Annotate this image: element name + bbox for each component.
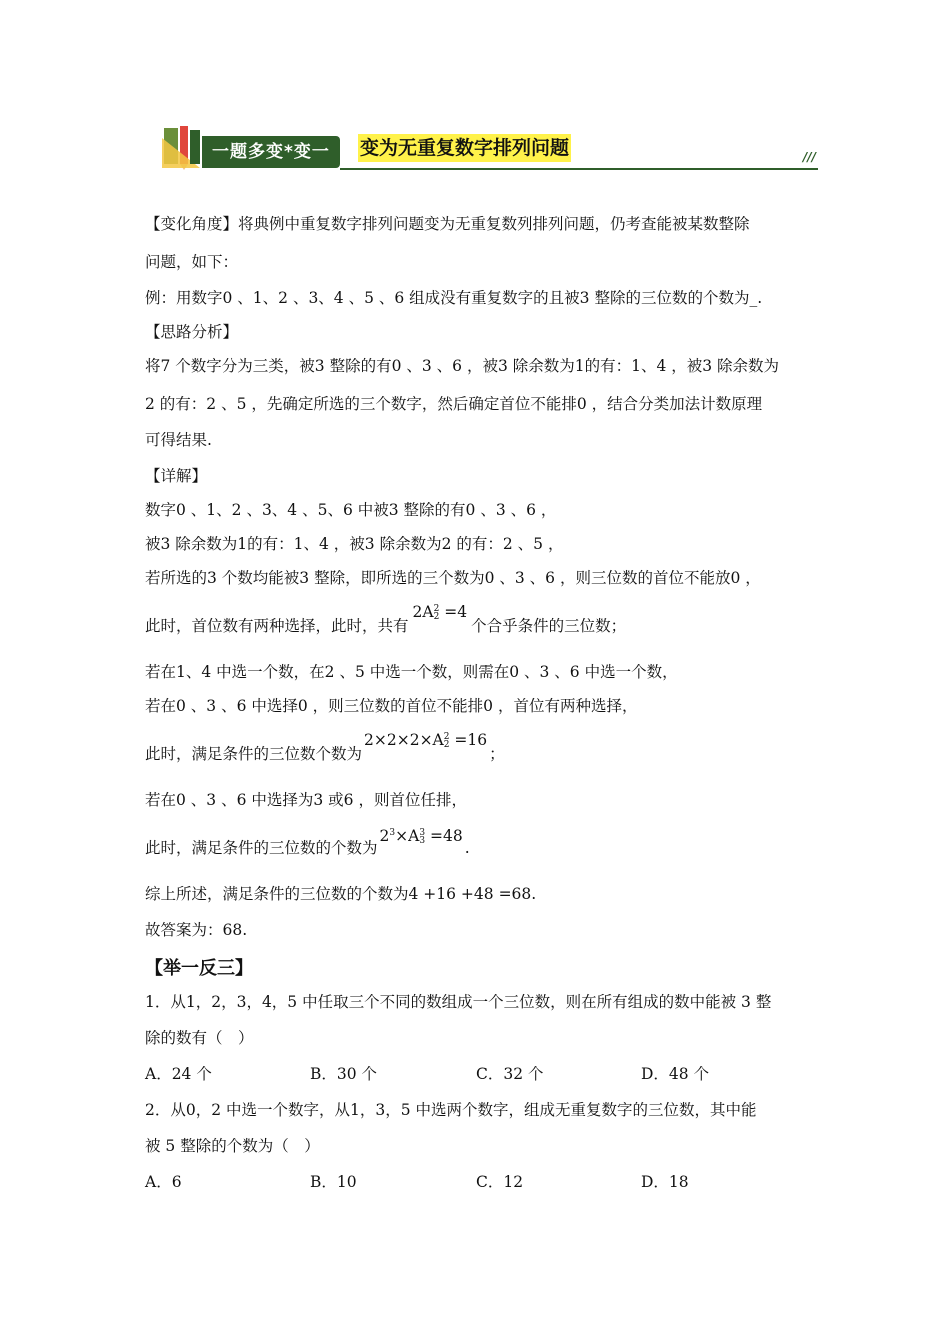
detail-line-1: 数字0 、1、2 、3、4 、5、6 中被3 整除的有0 、3 、6 ， xyxy=(145,501,557,519)
detail-line-7-text: 此时，满足条件的三位数个数为 xyxy=(145,745,363,763)
detail-line-7 xyxy=(145,731,505,764)
q1-line-2: 除的数有（ ） xyxy=(145,1029,254,1047)
q2-option-d[interactable]: D．18 xyxy=(641,1173,689,1191)
example-line: 例：用数字0 、1、2 、3、4 、5 、6 组成没有重复数字的且被3 整除的三位数的个数为_. xyxy=(145,289,763,307)
detail-line-8: 若在0 、3 、6 中选择为3 或6 ，则首位任排， xyxy=(145,791,467,809)
detail-heading: 【详解】 xyxy=(145,467,208,485)
detail-line-4 xyxy=(145,603,627,636)
detail-line-9-text: 此时，满足条件的三位数的个数为 xyxy=(145,839,378,857)
analysis-line-1: 将7 个数字分为三类，被3 整除的有0 、3 、6 ，被3 除余数为1的有：1、4 ，被3 除余数为 xyxy=(145,357,780,375)
q1-option-d[interactable]: D．48 个 xyxy=(641,1065,710,1083)
detail-line-7-tail: ； xyxy=(489,745,505,763)
q2-option-b[interactable]: B．10 xyxy=(310,1173,357,1191)
section-header xyxy=(160,124,818,174)
decorative-slashes: /// xyxy=(802,150,816,164)
detail-line-9-tail: . xyxy=(464,839,470,857)
q2-option-c[interactable]: C．12 xyxy=(476,1173,524,1191)
detail-line-3: 若所选的3 个数均能被3 整除，即所选的三个数为0 、3 、6 ，则三位数的首位不能放0 ， xyxy=(145,569,761,587)
formula-2A22: 2A 2 2 =4 xyxy=(412,603,468,622)
q2-line-2: 被 5 整除的个数为（ ） xyxy=(145,1137,320,1155)
intro-line-1: 【变化角度】将典例中重复数字排列问题变为无重复数列排列问题，仍考查能被某数整除 xyxy=(145,215,750,233)
q1-option-a[interactable]: A．24 个 xyxy=(145,1065,212,1083)
detail-line-5: 若在1、4 中选一个数，在2 、5 中选一个数，则需在0 、3 、6 中选一个数， xyxy=(145,663,678,681)
formula-48: $2^3\times A$ 3 3 =48 xyxy=(379,827,463,846)
q2-line-1: 2．从0，2 中选一个数字，从1，3，5 中选两个数字，组成无重复数字的三位数，其中能 xyxy=(145,1101,757,1119)
detail-line-4-tail: 个合乎条件的三位数； xyxy=(471,617,627,635)
detail-line-9 xyxy=(145,827,470,858)
analysis-line-2: 2 的有：2 、5 ，先确定所选的三个数字，然后确定首位不能排0 ，结合分类加法计数原理 xyxy=(145,395,763,413)
detail-line-2: 被3 除余数为1的有：1、4 ，被3 除余数为2 的有：2 、5 ， xyxy=(145,535,564,553)
intro-line-2: 问题，如下： xyxy=(145,253,239,271)
q1-option-b[interactable]: B．30 个 xyxy=(310,1065,378,1083)
analysis-line-3: 可得结果. xyxy=(145,431,212,449)
detail-line-10: 综上所述，满足条件的三位数的个数为4 +16 +48 =68. xyxy=(145,885,537,903)
practice-heading: 【举一反三】 xyxy=(145,958,253,979)
detail-line-6: 若在0 、3 、6 中选择0 ，则三位数的首位不能排0 ，首位有两种选择， xyxy=(145,697,638,715)
q1-line-1: 1．从1，2，3，4，5 中任取三个不同的数组成一个三位数，则在所有组成的数中能被 3 整 xyxy=(145,993,772,1011)
section-title: 变为无重复数字排列问题 xyxy=(358,134,571,162)
formula-16: 2×2×2×A 2 2 =16 xyxy=(364,731,488,750)
header-underline xyxy=(340,168,818,170)
analysis-heading: 【思路分析】 xyxy=(145,323,239,341)
detail-line-4-text: 此时，首位数有两种选择，此时，共有 xyxy=(145,617,409,635)
answer-line: 故答案为：68. xyxy=(145,921,248,939)
variant-banner: 一题多变*变一 xyxy=(202,136,340,168)
q2-option-a[interactable]: A．6 xyxy=(145,1173,182,1191)
q1-option-c[interactable]: C．32 个 xyxy=(476,1065,544,1083)
